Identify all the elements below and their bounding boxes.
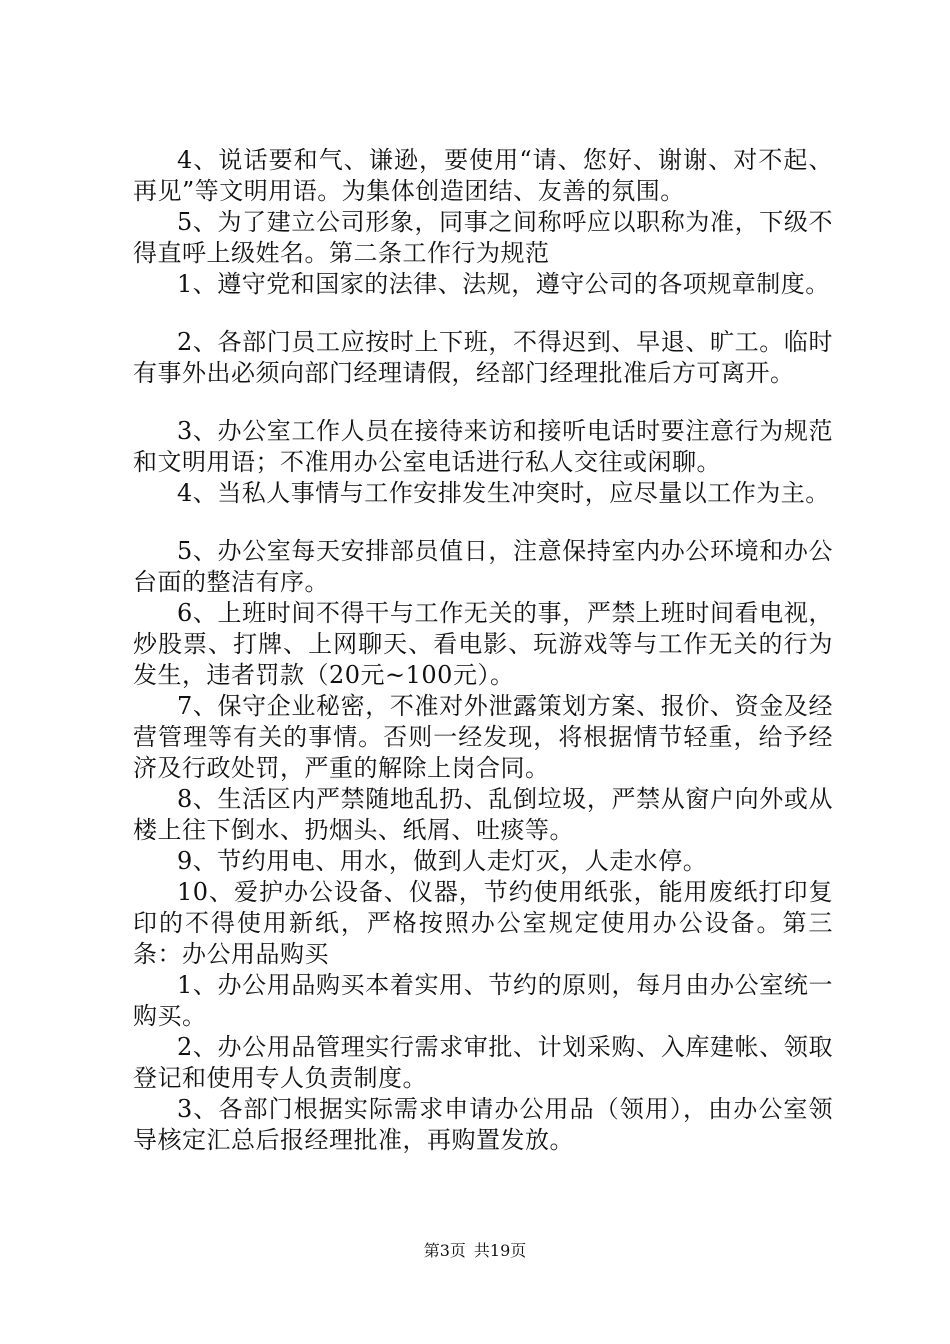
paragraph: 9、节约用电、用水，做到人走灯灭，人走水停。 [177,847,708,875]
paragraph: 7、保守企业秘密，不准对外泄露策划方案、报价、资金及经营管理等有关的事情。否则一经发现，将根据情节轻重，给予经济及行政处罚，严重的解除上岗合同。 [133,692,833,782]
page-footer [0,1241,950,1261]
paragraph: 3、各部门根据实际需求申请办公用品（领用），由办公室领导核定汇总后报经理批准，再购置发放。 [133,1095,833,1154]
paragraph: 4、当私人事情与工作安排发生冲突时，应尽量以工作为主。 [177,479,830,507]
document-body [133,145,833,1156]
paragraph: 5、办公室每天安排部员值日，注意保持室内办公环境和办公台面的整洁有序。 [133,537,833,596]
paragraph: 1、办公用品购买本着实用、节约的原则，每月由办公室统一购买。 [133,971,833,1030]
paragraph: 2、办公用品管理实行需求审批、计划采购、入库建帐、领取登记和使用专人负责制度。 [133,1033,833,1092]
paragraph: 1、遵守党和国家的法律、法规，遵守公司的各项规章制度。 [177,270,830,298]
page-total: 共19页 [473,1241,527,1260]
paragraph: 6、上班时间不得干与工作无关的事，严禁上班时间看电视，炒股票、打牌、上网聊天、看电影、玩游戏等与工作无关的行为发生，违者罚款（20元~100元）。 [133,599,833,689]
paragraph: 5、为了建立公司形象，同事之间称呼应以职称为准，下级不得直呼上级姓名。第二条工作行为规范 [133,208,833,267]
paragraph-spacer [133,300,833,327]
paragraph: 2、各部门员工应按时上下班，不得迟到、早退、旷工。临时有事外出必须向部门经理请假，经部门经理批准后方可离开。 [133,328,833,387]
paragraph: 10、爱护办公设备、仪器，节约使用纸张，能用废纸打印复印的不得使用新纸，严格按照办公室规定使用办公设备。第三条：办公用品购买 [133,878,833,968]
paragraph-spacer [133,389,833,416]
paragraph-spacer [133,509,833,536]
paragraph: 3、办公室工作人员在接待来访和接听电话时要注意行为规范和文明用语；不准用办公室电话进行私人交往或闲聊。 [133,417,833,476]
page-number: 第3页 [423,1241,466,1260]
paragraph: 8、生活区内严禁随地乱扔、乱倒垃圾，严禁从窗户向外或从楼上往下倒水、扔烟头、纸屑、吐痰等。 [133,785,833,844]
paragraph: 4、说话要和气、谦逊，要使用“请、您好、谢谢、对不起、再见”等文明用语。为集体创造团结、友善的氛围。 [133,146,833,205]
